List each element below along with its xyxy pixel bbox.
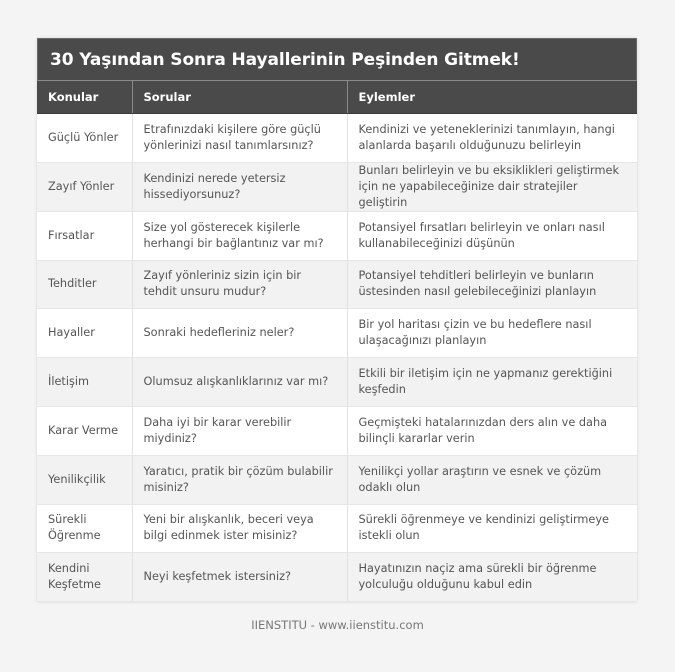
action-cell: Potansiyel fırsatları belirleyin ve onları nasıl kullanabileceğinizi düşünün xyxy=(347,211,637,260)
column-header-questions: Sorular xyxy=(132,81,347,114)
table-row xyxy=(37,162,637,211)
action-cell: Yenilikçi yollar araştırın ve esnek ve çözüm odaklı olun xyxy=(347,455,637,504)
topic-cell: Zayıf Yönler xyxy=(37,162,132,211)
topic-cell: Tehditler xyxy=(37,260,132,309)
topic-cell: Yenilikçilik xyxy=(37,455,132,504)
table-row xyxy=(37,309,637,358)
action-cell: Sürekli öğrenmeye ve kendinizi geliştirmeye istekli olun xyxy=(347,504,637,553)
column-header-topics: Konular xyxy=(37,81,132,114)
table-row xyxy=(37,406,637,455)
action-cell: Potansiyel tehditleri belirleyin ve bunların üstesinden nasıl gelebileceğinizi planlayın xyxy=(347,260,637,309)
action-cell: Hayatınızın naçiz ama sürekli bir öğrenme yolculuğu olduğunu kabul edin xyxy=(347,553,637,602)
question-cell: Size yol gösterecek kişilerle herhangi bir bağlantınız var mı? xyxy=(132,211,347,260)
action-cell: Bunları belirleyin ve bu eksiklikleri geliştirmek için ne yapabileceğinize dair stratejiler geliştirin xyxy=(347,162,637,211)
topic-cell: Karar Verme xyxy=(37,406,132,455)
action-cell: Etkili bir iletişim için ne yapmanız gerektiğini keşfedin xyxy=(347,358,637,407)
topic-cell: Fırsatlar xyxy=(37,211,132,260)
action-cell: Kendinizi ve yeteneklerinizi tanımlayın, hangi alanlarda başarılı olduğunuzu belirleyin xyxy=(347,114,637,163)
column-header-actions: Eylemler xyxy=(347,81,637,114)
topic-cell: İletişim xyxy=(37,358,132,407)
table-title: 30 Yaşından Sonra Hayallerinin Peşinden Gitmek! xyxy=(37,38,637,81)
question-cell: Olumsuz alışkanlıklarınız var mı? xyxy=(132,358,347,407)
footer-credit: IIENSTITU - www.iienstitu.com xyxy=(251,618,424,632)
topic-cell: Hayaller xyxy=(37,309,132,358)
table-row xyxy=(37,455,637,504)
table-row xyxy=(37,260,637,309)
topic-cell: Kendini Keşfetme xyxy=(37,553,132,602)
table-row xyxy=(37,358,637,407)
topic-cell: Sürekli Öğrenme xyxy=(37,504,132,553)
question-cell: Yaratıcı, pratik bir çözüm bulabilir misiniz? xyxy=(132,455,347,504)
swot-table-container xyxy=(37,38,637,602)
table-row xyxy=(37,114,637,163)
question-cell: Neyi keşfetmek istersiniz? xyxy=(132,553,347,602)
action-cell: Geçmişteki hatalarınızdan ders alın ve daha bilinçli kararlar verin xyxy=(347,406,637,455)
table-row xyxy=(37,553,637,602)
question-cell: Daha iyi bir karar verebilir miydiniz? xyxy=(132,406,347,455)
action-cell: Bir yol haritası çizin ve bu hedeflere nasıl ulaşacağınızı planlayın xyxy=(347,309,637,358)
header-row xyxy=(37,81,637,114)
table-row xyxy=(37,504,637,553)
table-row xyxy=(37,211,637,260)
topic-cell: Güçlü Yönler xyxy=(37,114,132,163)
question-cell: Zayıf yönleriniz sizin için bir tehdit unsuru mudur? xyxy=(132,260,347,309)
question-cell: Yeni bir alışkanlık, beceri veya bilgi edinmek ister misiniz? xyxy=(132,504,347,553)
question-cell: Kendinizi nerede yetersiz hissediyorsunuz? xyxy=(132,162,347,211)
swot-table xyxy=(37,81,637,602)
question-cell: Etrafınızdaki kişilere göre güçlü yönlerinizi nasıl tanımlarsınız? xyxy=(132,114,347,163)
question-cell: Sonraki hedefleriniz neler? xyxy=(132,309,347,358)
